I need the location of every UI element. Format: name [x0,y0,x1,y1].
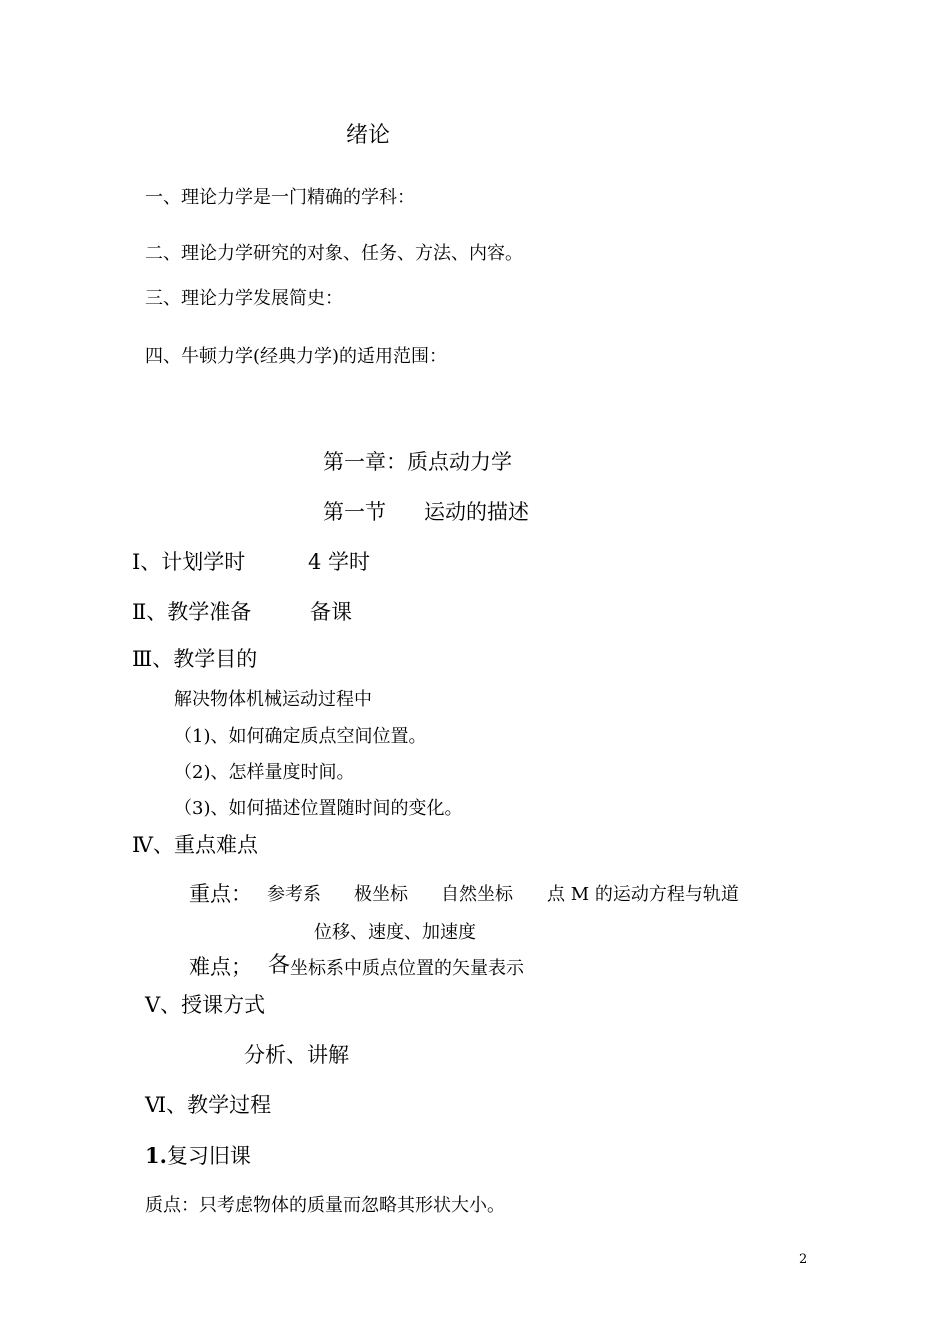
intro-item-1: 一、理论力学是一门精确的学科： [145,187,415,208]
prep-label: Ⅱ、教学准备 [132,600,252,624]
method-label: Ⅴ、授课方式 [145,993,266,1017]
goal-item-3: （3)、如何描述位置随时间的变化。 [174,798,463,819]
difficulty-text: 坐标系中质点位置的矢量表示 [290,958,524,979]
difficulty-lead-char: 各 [268,953,291,978]
goal-intro: 解决物体机械运动过程中 [174,689,372,710]
process-label: Ⅵ、教学过程 [145,1093,272,1117]
key-point-3: 自然坐标 [441,884,513,905]
key-label: Ⅳ、重点难点 [132,833,258,857]
intro-item-2: 二、理论力学研究的对象、任务、方法、内容。 [145,243,523,264]
difficulty-label: 难点； [189,955,252,979]
intro-item-3: 三、理论力学发展简史： [145,288,343,309]
review-number: 1. [145,1143,167,1168]
intro-title: 绪论 [346,123,391,148]
key-points-line2: 位移、速度、加速度 [314,922,476,943]
intro-item-4: 四、牛顿力学(经典力学)的适用范围： [145,346,448,367]
review-heading [145,1145,251,1167]
key-point-1: 参考系 [267,884,321,905]
prep-value: 备课 [310,600,352,624]
review-text: 质点：只考虑物体的质量而忽略其形状大小。 [145,1195,505,1216]
plan-label: Ⅰ、计划学时 [132,550,246,574]
key-points-label: 重点： [189,882,252,906]
goal-item-2: （2)、怎样量度时间。 [174,762,355,783]
method-value: 分析、讲解 [244,1043,349,1067]
plan-value: 4 学时 [308,550,371,574]
review-title: 复习旧课 [166,1144,251,1168]
page-number: 2 [799,1252,808,1267]
section-title: 运动的描述 [424,500,529,524]
section-number: 第一节 [323,500,386,524]
key-point-4: 点 M 的运动方程与轨道 [547,884,739,905]
goal-label: Ⅲ、教学目的 [132,647,258,671]
key-point-2: 极坐标 [354,884,408,905]
chapter-title: 第一章：质点动力学 [323,450,512,474]
goal-item-1: （1)、如何确定质点空间位置。 [174,726,427,747]
